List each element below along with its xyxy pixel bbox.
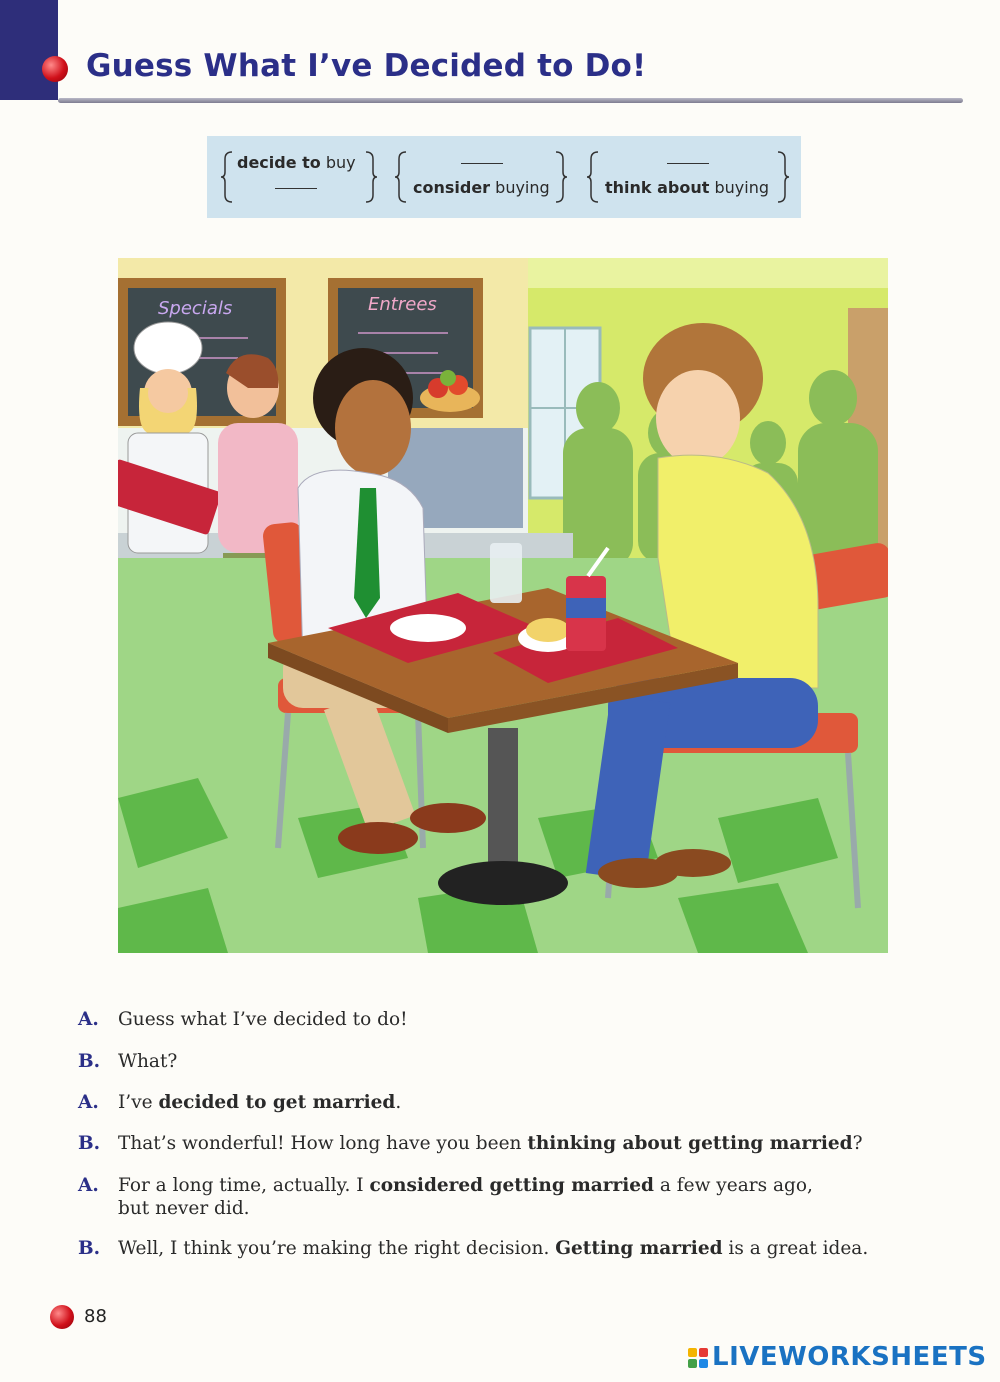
right-brace-icon [553, 150, 567, 204]
cafeteria-scene [118, 258, 888, 953]
blank-line [461, 163, 503, 164]
right-brace-icon [363, 150, 377, 204]
title-bullet-icon [42, 56, 68, 82]
vocab-box [207, 136, 801, 218]
vocab-text: buy [320, 153, 356, 172]
dialog-text: Well, I think you’re making the right decision. Getting married is a great idea. [118, 1238, 869, 1259]
blank-line [275, 188, 317, 189]
page-bullet-icon [50, 1305, 74, 1329]
edge-color-bar [0, 0, 58, 100]
dialog-text: Guess what I’ve decided to do! [118, 1009, 408, 1030]
speaker-label: A. [78, 1175, 99, 1196]
vocab-group-think-about [587, 150, 789, 204]
specials-board-title: Specials [158, 298, 233, 319]
vocab-group-decide [221, 150, 377, 204]
left-brace-icon [221, 150, 235, 204]
cafeteria-illustration [118, 258, 888, 953]
speaker-label: B. [78, 1238, 101, 1259]
brand-text: LIVEWORKSHEETS [712, 1342, 987, 1372]
vocab-bold: think about [605, 178, 710, 197]
left-brace-icon [587, 150, 601, 204]
dialog-text: For a long time, actually. I considered getting married a few years ago, [118, 1175, 813, 1196]
speaker-label: A. [78, 1009, 99, 1030]
brand-grid-icon [688, 1348, 708, 1368]
speaker-label: A. [78, 1092, 99, 1113]
right-brace-icon [775, 150, 789, 204]
left-brace-icon [395, 150, 409, 204]
blank-line [667, 163, 709, 164]
water-glass [490, 543, 522, 603]
vocab-bold: consider [413, 178, 491, 197]
page-title: Guess What I’ve Decided to Do! [86, 48, 647, 84]
speaker-label: B. [78, 1051, 101, 1072]
dialog-text: That’s wonderful! How long have you been thinking about getting married? [118, 1133, 863, 1154]
page-number: 88 [84, 1306, 107, 1327]
vocab-text: buying [490, 178, 550, 197]
vocab-group-consider [395, 150, 567, 204]
title-underline [58, 98, 963, 103]
vocab-text: buying [709, 178, 769, 197]
speaker-label: B. [78, 1133, 101, 1154]
vocab-bold: decide to [237, 153, 321, 172]
entrees-board-title: Entrees [368, 294, 437, 315]
dialog-text: but never did. [118, 1198, 250, 1219]
dialog-text: What? [118, 1051, 178, 1072]
dialog-text: I’ve decided to get married. [118, 1092, 402, 1113]
